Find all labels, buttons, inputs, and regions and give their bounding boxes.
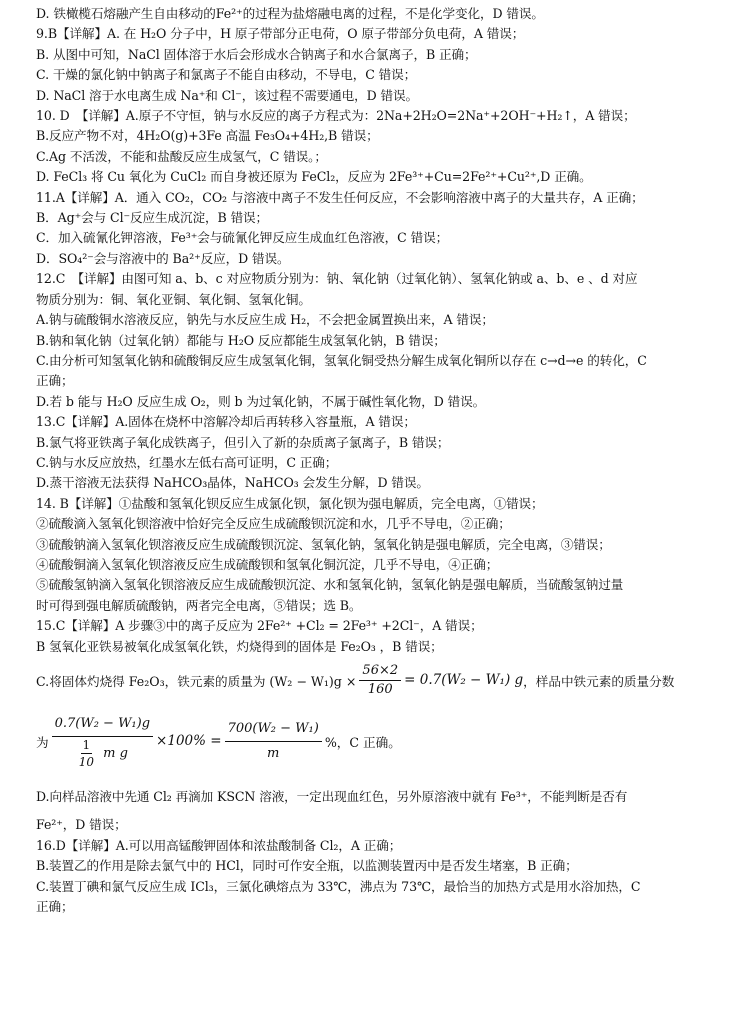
fraction-denominator: 160 bbox=[367, 681, 393, 697]
q15-mass-fraction-formula bbox=[36, 703, 726, 779]
text-line: 正确； bbox=[36, 899, 74, 915]
text-line: D. 铁橄榄石熔融产生自由移动的Fe²⁺的过程为盐熔融电离的过程，不是化学变化，D 错误。 bbox=[36, 6, 544, 21]
text-line: 9.B【详解】A. 在 H₂O 分子中，H 原子带部分正电荷，O 原子带部分负电荷，A 错误； bbox=[36, 26, 525, 42]
answers-block-a bbox=[36, 4, 726, 657]
q15-option-c-formula bbox=[36, 657, 726, 703]
text-line: 12.C 【详解】由图可知 a、b、c 对应物质分别为：钠、氧化钠（过氧化钠）、氢氧化钠或 a、b、e 、d 对应 bbox=[36, 271, 638, 287]
formula-tail: ，样品中铁元素的质量分数 bbox=[523, 673, 675, 689]
text-line: 10. D 【详解】A.原子不守恒，钠与水反应的离子方程式为：2Na+2H₂O=2Na⁺+2OH⁻+H₂↑，A 错误； bbox=[36, 108, 636, 124]
inner-numerator: 1 bbox=[82, 738, 91, 752]
text-line: C.装置丁碘和氯气反应生成 ICl₃，三氯化碘熔点为 33℃，沸点为 73℃，最恰当的加热方式是用水浴加热，C bbox=[36, 878, 641, 894]
text-line: B.钠和氧化钠（过氧化钠）都能与 H₂O 反应都能生成氢氧化钠，B 错误； bbox=[36, 332, 446, 348]
text-line: B．Ag⁺会与 Cl⁻反应生成沉淀，B 错误； bbox=[36, 210, 269, 226]
inner-denominator: 10 bbox=[78, 755, 94, 769]
text-line: ⑤硫酸氢钠滴入氢氧化钡溶液反应生成硫酸钡沉淀、水和氢氧化钠，氢氧化钠是强电解质，当硫酸氢钠过量 bbox=[36, 577, 624, 593]
text-line: D.向样品溶液中先通 Cl₂ 再滴加 KSCN 溶液，一定出现血红色，另外原溶液中就有 Fe³⁺，不能判断是否有 bbox=[36, 789, 628, 804]
text-line: B.装置乙的作用是除去氯气中的 HCl，同时可作安全瓶，以监测装置丙中是否发生堵塞，B 正确； bbox=[36, 858, 578, 874]
text-line: C. 干燥的氯化钠中钠离子和氯离子不能自由移动，不导电，C 错误； bbox=[36, 67, 417, 83]
fraction-numerator: 0.7(W₂ − W₁)g bbox=[52, 712, 153, 737]
text-line: 物质分别为：铜、氧化亚铜、氧化铜、氢氧化铜。 bbox=[36, 291, 311, 307]
fraction-percent bbox=[225, 717, 322, 766]
fraction-mass-fraction bbox=[52, 712, 153, 770]
text-line: D. NaCl 溶于水电离生成 Na⁺和 Cl⁻，该过程不需要通电，D 错误。 bbox=[36, 87, 419, 103]
answers-block-b bbox=[36, 787, 726, 917]
text-line: B.反应产物不对，4H₂O(g)+3Fe 高温 Fe₃O₄+4H₂,B 错误； bbox=[36, 128, 379, 144]
formula-lead: 为 bbox=[36, 734, 49, 750]
text-line: D. FeCl₃ 将 Cu 氧化为 CuCl₂ 而自身被还原为 FeCl₂，反应为 2Fe³⁺+Cu=2Fe²⁺+Cu²⁺,D 正确。 bbox=[36, 169, 592, 185]
fraction-denominator bbox=[74, 737, 131, 770]
text-line: B. 从图中可知，NaCl 固体溶于水后会形成水合钠离子和水合氯离子，B 正确； bbox=[36, 46, 477, 62]
text-line: ②硫酸滴入氢氧化钡溶液中恰好完全反应生成硫酸钡沉淀和水，几乎不导电，②正确； bbox=[36, 516, 511, 532]
fraction-numerator: 56×2 bbox=[359, 662, 401, 681]
text-line: C.由分析可知氢氧化钠和硫酸铜反应生成氢氧化铜，氢氧化铜受热分解生成氧化铜所以存在 c→d→e 的转化，C bbox=[36, 352, 647, 368]
fraction-denominator: m bbox=[267, 745, 280, 761]
text-line: B.氯气将亚铁离子氧化成铁离子，但引入了新的杂质离子氯离子，B 错误； bbox=[36, 434, 450, 450]
text-line: C．加入硫氰化钾溶液，Fe³⁺会与硫氰化钾反应生成血红色溶液，C 错误； bbox=[36, 230, 449, 246]
answer-sheet bbox=[36, 4, 726, 917]
formula-lead: C.将固体灼烧得 Fe₂O₃，铁元素的质量为 (W₂ − W₁)g × bbox=[36, 673, 357, 689]
text-line: B 氢氧化亚铁易被氧化成氢氧化铁，灼烧得到的固体是 Fe₂O₃ ，B 错误； bbox=[36, 638, 443, 654]
text-line: C.Ag 不活泼，不能和盐酸反应生成氢气，C 错误。； bbox=[36, 148, 327, 164]
text-line: D.若 b 能与 H₂O 反应生成 O₂，则 b 为过氧化钠，不属于碱性氧化物，D 错误。 bbox=[36, 393, 486, 409]
text-line: 16.D【详解】A.可以用高锰酸钾固体和浓盐酸制备 Cl₂，A 正确； bbox=[36, 837, 402, 853]
formula-tail: %，C 正确。 bbox=[324, 734, 401, 750]
text-line: C.钠与水反应放热，红墨水左低右高可证明，C 正确； bbox=[36, 454, 338, 470]
text-line: 14. B【详解】①盐酸和氢氧化钡反应生成氯化钡，氯化钡为强电解质，完全电离，①错误； bbox=[36, 495, 544, 511]
text-line: ③硫酸钠滴入氢氧化钡溶液反应生成硫酸钡沉淀、氢氧化钠，氢氧化钠是强电解质，完全电离，③错误； bbox=[36, 536, 611, 552]
text-line: 正确； bbox=[36, 373, 74, 389]
text-line: 15.C【详解】A 步骤③中的离子反应为 2Fe²⁺ +Cl₂ = 2Fe³⁺ +2Cl⁻，A 错误； bbox=[36, 618, 483, 634]
denominator-tail: m g bbox=[103, 746, 128, 761]
text-line: 11.A【详解】A．通入 CO₂，CO₂ 与溶液中离子不发生任何反应，不会影响溶液中离子的大量共存，A 正确； bbox=[36, 189, 644, 205]
formula-times: ×100% = bbox=[156, 733, 222, 749]
fraction-mass-ratio bbox=[359, 662, 401, 699]
text-line: 时可得到强电解质硫酸钠，两者完全电离，⑤错误；选 B。 bbox=[36, 597, 362, 613]
formula-mid: = 0.7(W₂ − W₁) g bbox=[404, 672, 524, 688]
text-line: A.钠与硫酸铜水溶液反应，钠先与水反应生成 H₂，不会把金属置换出来，A 错误； bbox=[36, 312, 494, 328]
fraction-numerator: 700(W₂ − W₁) bbox=[225, 717, 322, 742]
text-line: D．SO₄²⁻会与溶液中的 Ba²⁺反应，D 错误。 bbox=[36, 250, 290, 266]
text-line: D.蒸干溶液无法获得 NaHCO₃晶体，NaHCO₃ 会发生分解，D 错误。 bbox=[36, 475, 429, 491]
inner-fraction bbox=[77, 737, 96, 770]
text-line: ④硫酸铜滴入氢氧化钡溶液反应生成硫酸钡和氢氧化铜沉淀，几乎不导电，④正确； bbox=[36, 556, 499, 572]
text-line: Fe²⁺，D 错误； bbox=[36, 817, 127, 833]
text-line: 13.C【详解】A.固体在烧杯中溶解冷却后再转移入容量瓶，A 错误； bbox=[36, 414, 416, 430]
